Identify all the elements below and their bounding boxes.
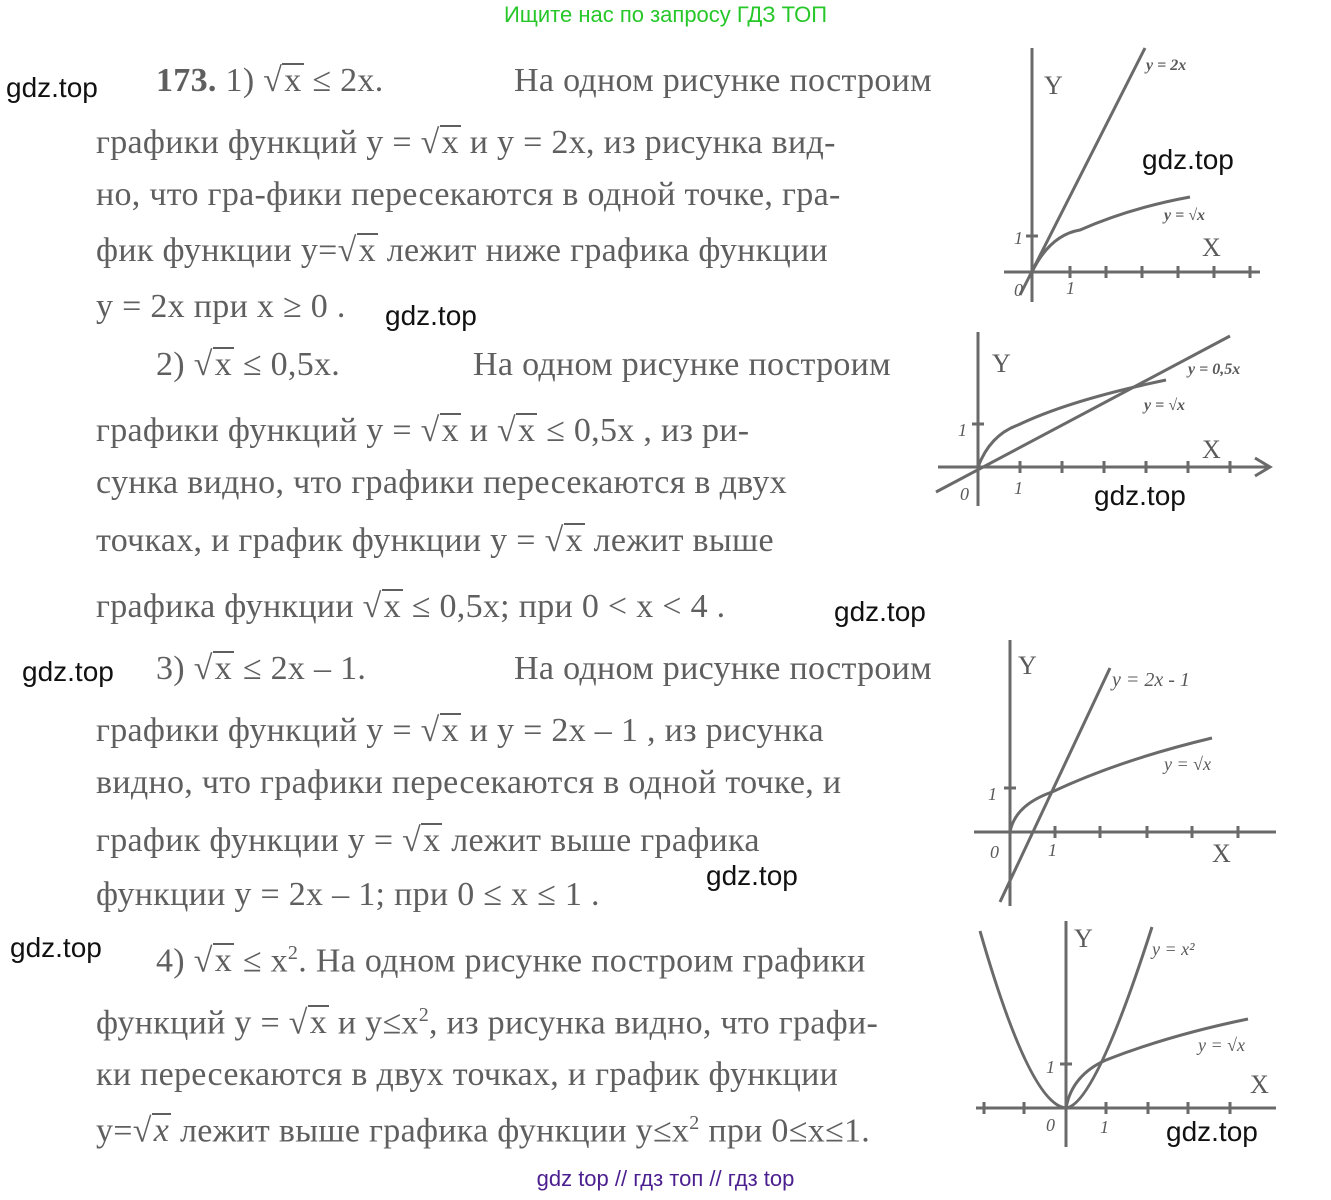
graph-4	[960, 915, 1280, 1155]
graph-1	[990, 30, 1270, 310]
svg-text:y = √x: y = √x	[1164, 207, 1205, 224]
svg-text:0: 0	[960, 484, 969, 504]
part1-line3: но, что гра-фики пересекаются в одной точке, гра-	[96, 176, 841, 213]
svg-text:X: X	[1250, 1070, 1269, 1099]
problem-number: 173.	[156, 62, 217, 99]
search-banner[interactable]: Ищите нас по запросу ГДЗ ТОП	[503, 2, 828, 27]
svg-text:1: 1	[1046, 1057, 1055, 1077]
radical-sign: √	[497, 412, 516, 449]
svg-text:Y: Y	[1074, 924, 1093, 953]
svg-text:y = 0,5x: y = 0,5x	[1188, 361, 1241, 378]
part4-line3: ки пересекаются в двух точках, и график функции	[96, 1056, 839, 1093]
radical-sign: √	[193, 942, 213, 980]
part4-line2: функций y = √x и $y\le x^2$, из рисунка видно, что графи-	[96, 1004, 879, 1042]
part1-line2: графики функций y = √x и y = 2x, из рисунка вид-	[96, 124, 836, 161]
svg-text:0: 0	[1046, 1115, 1055, 1135]
watermark: gdz.top	[834, 596, 926, 627]
radical-sign: √	[420, 412, 440, 449]
svg-text:Y: Y	[1018, 651, 1037, 680]
part4-line1: 4) $√x \le x^2$. На одном рисунке построим графики	[156, 942, 866, 980]
part2-line2: графики функций y = √x и √x ≤ 0,5x , из ри-	[96, 412, 750, 449]
radical-sign: √	[193, 346, 213, 383]
radical-sign: √	[263, 62, 283, 99]
svg-text:1: 1	[1048, 840, 1057, 860]
watermark: gdz.top	[1094, 480, 1186, 511]
svg-text:1: 1	[988, 784, 997, 804]
part3-line5: функции y = 2x – 1; при 0 ≤ x ≤ 1 .	[96, 876, 600, 913]
radical-sign: √	[420, 124, 440, 161]
radical-sign: √	[362, 588, 382, 625]
part2-line3: сунка видно, что графики пересекаются в двух	[96, 464, 787, 501]
svg-text:X: X	[1202, 435, 1221, 464]
radical-sign: √	[288, 1004, 308, 1042]
part1-line4: фик функции y=√x лежит ниже графика функции	[96, 232, 828, 269]
radical-sign: √	[337, 232, 357, 269]
watermark: gdz.top	[22, 656, 114, 687]
svg-text:y = √x: y = √x	[1144, 397, 1185, 414]
svg-text:y = √x: y = √x	[1164, 754, 1212, 774]
svg-text:1: 1	[1100, 1117, 1109, 1137]
part4-line4: y=√x лежит выше графика функции $y\le x^2$ при 0≤x≤1.	[96, 1112, 871, 1150]
svg-text:y = 2x: y = 2x	[1146, 57, 1187, 74]
svg-text:X: X	[1212, 839, 1231, 868]
part1-line1: 173. 1) √x ≤ 2x. На одном рисунке построим	[156, 62, 932, 99]
radical-sign: √	[402, 822, 422, 859]
svg-text:1: 1	[1066, 278, 1075, 298]
svg-text:X: X	[1202, 233, 1221, 262]
part1-line5: y = 2x при x ≥ 0 .	[96, 288, 346, 325]
svg-text:y = 2x - 1: y = 2x - 1	[1112, 669, 1190, 691]
svg-text:1: 1	[958, 420, 967, 440]
watermark: gdz.top	[1166, 1116, 1258, 1147]
svg-text:y = √x: y = √x	[1198, 1035, 1246, 1055]
svg-text:1: 1	[1014, 478, 1023, 498]
watermark: gdz.top	[10, 932, 102, 963]
radical-sign: √	[193, 650, 213, 687]
part3-line4: график функции y = √x лежит выше графика	[96, 822, 760, 859]
sqrt-x: x	[284, 62, 302, 99]
svg-text:0: 0	[990, 842, 999, 862]
footer-links[interactable]: gdz top // гдз топ // гдз top	[536, 1166, 795, 1191]
part2-line4: точках, и график функции y = √x лежит выше	[96, 522, 774, 559]
watermark: gdz.top	[385, 300, 477, 331]
part3-line1: 3) √x ≤ 2x – 1. На одном рисунке построим	[156, 650, 932, 687]
watermark: gdz.top	[1142, 144, 1234, 175]
svg-text:Y: Y	[992, 349, 1011, 378]
radical-sign: √	[544, 522, 564, 559]
watermark: gdz.top	[6, 72, 98, 103]
part2-line5: графика функции √x ≤ 0,5x; при 0 < x < 4 .	[96, 588, 726, 625]
radical-sign: √	[132, 1112, 152, 1150]
svg-text:y = x²: y = x²	[1152, 939, 1195, 959]
watermark: gdz.top	[706, 860, 798, 891]
svg-text:Y: Y	[1044, 71, 1063, 100]
part3-line3: видно, что графики пересекаются в одной точке, и	[96, 764, 842, 801]
svg-text:1: 1	[1014, 228, 1023, 248]
svg-text:0: 0	[1014, 280, 1023, 300]
graph-3	[960, 630, 1280, 910]
radical-sign: √	[420, 712, 440, 749]
part3-line2: графики функций y = √x и y = 2x – 1 , из рисунка	[96, 712, 824, 749]
part2-line1: 2) √x ≤ 0,5x. На одном рисунке построим	[156, 346, 891, 383]
graph-2	[930, 330, 1280, 520]
